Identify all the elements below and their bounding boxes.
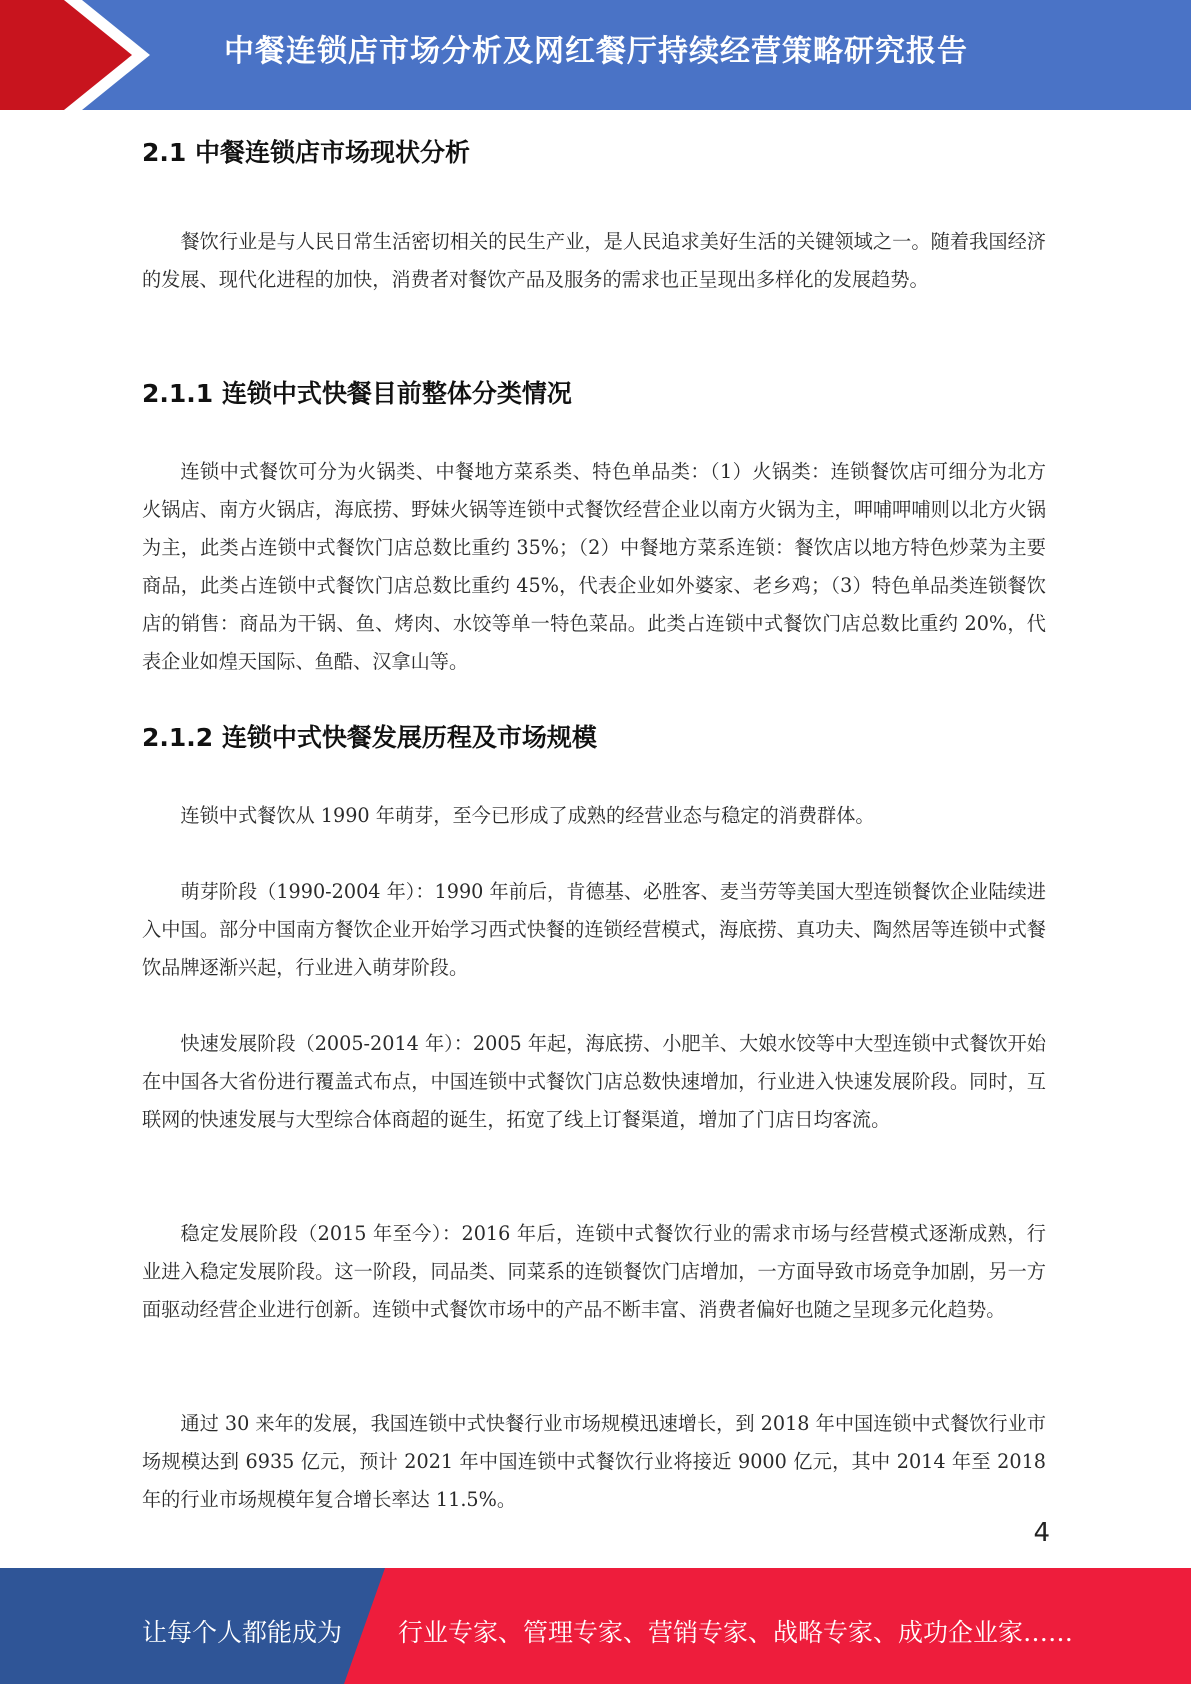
- paragraph-2-1-2-origin: 连锁中式餐饮从 1990 年萌芽，至今已形成了成熟的经营业态与稳定的消费群体。: [180, 804, 875, 827]
- footer-slogan-right: 行业专家、管理专家、营销专家、战略专家、成功企业家……: [398, 1618, 1074, 1647]
- section-heading-2-1: 2.1 中餐连锁店市场现状分析: [142, 138, 470, 167]
- report-title: 中餐连锁店市场分析及网红餐厅持续经营策略研究报告: [224, 34, 968, 69]
- paragraph-2-1-1-classification: 连锁中式餐饮可分为火锅类、中餐地方菜系类、特色单品类：（1）火锅类：连锁餐饮店可细分为北方火锅店、南方火锅店，海底捞、野妹火锅等连锁中式餐饮经营企业以南方火锅为主，呷哺呷哺则以北方火锅为主，此类占连锁中式餐饮门店总数比重约 35%；（2）中餐地方菜系连锁：餐饮店以地方特色炒菜为主要商品，此类占连锁中式餐饮门店总数比重约 45%，代表企业如外婆家、老乡鸡；（3）特色单品类连锁餐饮店的销售：商品为干锅、鱼、烤肉、水饺等单一特色菜品。此类占连锁中式餐饮门店总数比重约 20%，代表企业如煌天国际、鱼酷、汉拿山等。: [142, 460, 1046, 673]
- paragraph-2-1-intro: 餐饮行业是与人民日常生活密切相关的民生产业，是人民追求美好生活的关键领域之一。随着我国经济的发展、现代化进程的加快，消费者对餐饮产品及服务的需求也正呈现出多样化的发展趋势。: [142, 230, 1046, 291]
- section-heading-2-1-2: 2.1.2 连锁中式快餐发展历程及市场规模: [142, 723, 597, 752]
- footer-band: [0, 1568, 1191, 1684]
- header-red-chevron: [0, 0, 148, 110]
- paragraph-2-1-2-market-size: 通过 30 来年的发展，我国连锁中式快餐行业市场规模迅速增长，到 2018 年中国连锁中式餐饮行业市场规模达到 6935 亿元，预计 2021 年中国连锁中式餐饮行业将接近 9000 亿元，其中 2014 年至 2018 年的行业市场规模年复合增长率达 11.5%。: [142, 1412, 1046, 1511]
- header-band: [0, 0, 1191, 110]
- paragraph-2-1-2-budding-stage: 萌芽阶段（1990-2004 年）：1990 年前后，肯德基、必胜客、麦当劳等美国大型连锁餐饮企业陆续进入中国。部分中国南方餐饮企业开始学习西式快餐的连锁经营模式，海底捞、真功夫、陶然居等连锁中式餐饮品牌逐渐兴起，行业进入萌芽阶段。: [142, 880, 1046, 979]
- footer-slogan-left: 让每个人都能成为: [142, 1618, 343, 1647]
- page-number: 4: [1033, 1518, 1050, 1548]
- paragraph-2-1-2-stable-stage: 稳定发展阶段（2015 年至今）：2016 年后，连锁中式餐饮行业的需求市场与经营模式逐渐成熟，行业进入稳定发展阶段。这一阶段，同品类、同菜系的连锁餐饮门店增加，一方面导致市场竞争加剧，另一方面驱动经营企业进行创新。连锁中式餐饮市场中的产品不断丰富、消费者偏好也随之呈现多元化趋势。: [142, 1222, 1046, 1321]
- section-heading-2-1-1: 2.1.1 连锁中式快餐目前整体分类情况: [142, 379, 572, 408]
- paragraph-2-1-2-rapid-stage: 快速发展阶段（2005-2014 年）：2005 年起，海底捞、小肥羊、大娘水饺等中大型连锁中式餐饮开始在中国各大省份进行覆盖式布点，中国连锁中式餐饮门店总数快速增加，行业进入快速发展阶段。同时，互联网的快速发展与大型综合体商超的诞生，拓宽了线上订餐渠道，增加了门店日均客流。: [142, 1032, 1046, 1131]
